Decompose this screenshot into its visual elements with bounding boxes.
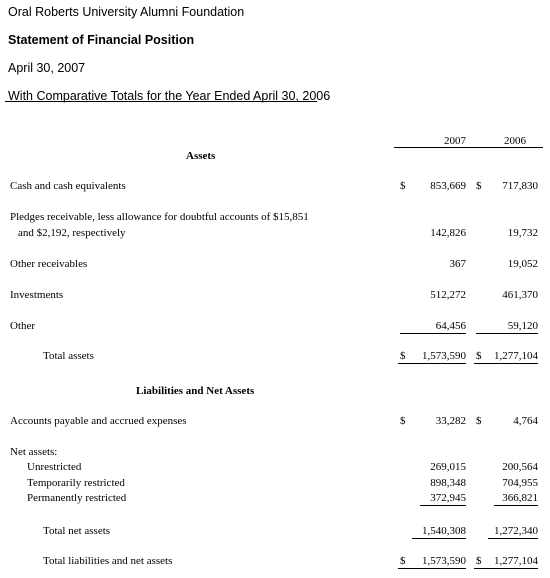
unrestricted-label: Unrestricted [27, 461, 82, 473]
accounts-payable-dollar-2006: $ [476, 415, 482, 427]
total-net-assets-2007: 1,540,308 [422, 525, 466, 537]
accounts-payable-dollar-2007: $ [400, 415, 406, 427]
total-assets-rule-2006 [474, 363, 538, 364]
temporarily-restricted-2006: 704,955 [502, 477, 538, 489]
total-assets-dollar-2006: $ [476, 350, 482, 362]
other-assets-rule-2006 [476, 333, 538, 334]
other-assets-rule-2007 [400, 333, 466, 334]
total-liabilities-net-assets-2006: 1,277,104 [494, 555, 538, 567]
other-assets-2007: 64,456 [435, 320, 466, 332]
cash-2006: 717,830 [502, 180, 538, 192]
permanently-restricted-2007: 372,945 [430, 492, 466, 504]
temporarily-restricted-2007: 898,348 [430, 477, 466, 489]
investments-2007: 512,272 [430, 289, 466, 301]
cash-dollar-2007: $ [400, 180, 406, 192]
pledges-label-line2: and $2,192, respectively [18, 227, 126, 239]
total-liabilities-net-assets-label: Total liabilities and net assets [43, 555, 173, 567]
column-header-rule [394, 147, 543, 148]
pledges-label-line1: Pledges receivable, less allowance for doubtful accounts of $15,851 [10, 211, 309, 223]
total-net-assets-rule-2007 [412, 538, 466, 539]
total-liabilities-rule-2007 [398, 568, 466, 569]
permanently-restricted-rule-2006 [494, 505, 538, 506]
accounts-payable-label: Accounts payable and accrued expenses [10, 415, 187, 427]
cash-2007: 853,669 [430, 180, 466, 192]
total-assets-2006: 1,277,104 [494, 350, 538, 362]
total-assets-2007: 1,573,590 [422, 350, 466, 362]
statement-date: April 30, 2007 [8, 61, 86, 75]
other-receivables-label: Other receivables [10, 258, 88, 270]
accounts-payable-2006: 4,764 [513, 415, 538, 427]
total-liabilities-dollar-2006: $ [476, 555, 482, 567]
accounts-payable-2007: 33,282 [435, 415, 466, 427]
assets-section-title: Assets [186, 150, 216, 162]
cash-dollar-2006: $ [476, 180, 482, 192]
total-liabilities-dollar-2007: $ [400, 555, 406, 567]
other-assets-2006: 59,120 [507, 320, 538, 332]
other-receivables-2006: 19,052 [507, 258, 538, 270]
pledges-2006: 19,732 [507, 227, 538, 239]
statement-title: Statement of Financial Position [8, 33, 195, 47]
column-header-2006: 2006 [504, 135, 526, 147]
other-receivables-2007: 367 [449, 258, 466, 270]
total-net-assets-2006: 1,272,340 [494, 525, 538, 537]
pledges-2007: 142,826 [430, 227, 466, 239]
total-liabilities-net-assets-2007: 1,573,590 [422, 555, 466, 567]
total-assets-rule-2007 [398, 363, 466, 364]
total-assets-dollar-2007: $ [400, 350, 406, 362]
permanently-restricted-label: Permanently restricted [27, 492, 127, 504]
investments-label: Investments [10, 289, 64, 301]
temporarily-restricted-label: Temporarily restricted [27, 477, 125, 489]
net-assets-heading: Net assets: [10, 446, 58, 458]
investments-2006: 461,370 [502, 289, 538, 301]
total-assets-label: Total assets [43, 350, 94, 362]
other-assets-label: Other [10, 320, 36, 332]
total-liabilities-rule-2006 [474, 568, 538, 569]
total-net-assets-label: Total net assets [43, 525, 111, 537]
organization-name: Oral Roberts University Alumni Foundation [8, 5, 245, 19]
comparative-note: With Comparative Totals for the Year Ended April 30, 2006 [8, 89, 331, 103]
unrestricted-2007: 269,015 [430, 461, 466, 473]
header-underline [5, 101, 317, 102]
unrestricted-2006: 200,564 [502, 461, 538, 473]
permanently-restricted-rule-2007 [420, 505, 466, 506]
permanently-restricted-2006: 366,821 [502, 492, 538, 504]
cash-label: Cash and cash equivalents [10, 180, 126, 192]
column-header-2007: 2007 [444, 135, 466, 147]
liabilities-section-title: Liabilities and Net Assets [136, 385, 255, 397]
total-net-assets-rule-2006 [488, 538, 538, 539]
